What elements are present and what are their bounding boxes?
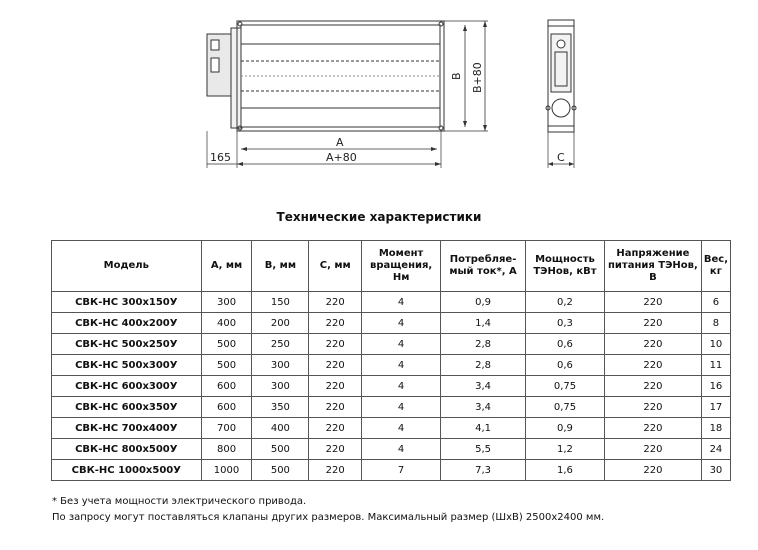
cell-weight: 8 (701, 313, 730, 334)
cell-b: 150 (252, 292, 309, 313)
cell-b: 200 (252, 313, 309, 334)
table-title: Технические характеристики (276, 210, 482, 224)
cell-b: 400 (252, 418, 309, 439)
cell-heater-voltage: 220 (604, 397, 701, 418)
cell-heater-voltage: 220 (604, 460, 701, 481)
cell-a: 600 (201, 397, 252, 418)
cell-a: 300 (201, 292, 252, 313)
cell-torque: 4 (362, 334, 441, 355)
cell-c: 220 (309, 376, 362, 397)
cell-torque: 4 (362, 355, 441, 376)
dim-c-label: C (557, 151, 565, 164)
cell-weight: 6 (701, 292, 730, 313)
cell-torque: 4 (362, 313, 441, 334)
header-model: Модель (52, 241, 202, 292)
cell-model: СВК-НС 500х300У (52, 355, 202, 376)
header-b: В, мм (252, 241, 309, 292)
table-row (52, 313, 731, 334)
cell-heater-power: 0,9 (526, 418, 605, 439)
cell-c: 220 (309, 439, 362, 460)
cell-b: 250 (252, 334, 309, 355)
cell-c: 220 (309, 418, 362, 439)
header-weight: Вес, кг (701, 241, 730, 292)
cell-heater-power: 0,6 (526, 334, 605, 355)
table-row (52, 292, 731, 313)
cell-c: 220 (309, 334, 362, 355)
cell-model: СВК-НС 600х300У (52, 376, 202, 397)
cell-a: 600 (201, 376, 252, 397)
cell-torque: 7 (362, 460, 441, 481)
cell-a: 800 (201, 439, 252, 460)
cell-current: 2,8 (441, 355, 526, 376)
cell-weight: 18 (701, 418, 730, 439)
cell-torque: 4 (362, 439, 441, 460)
cell-heater-power: 0,75 (526, 397, 605, 418)
cell-current: 3,4 (441, 376, 526, 397)
header-current: Потребляе-мый ток*, А (441, 241, 526, 292)
cell-c: 220 (309, 355, 362, 376)
header-a: А, мм (201, 241, 252, 292)
cell-c: 220 (309, 460, 362, 481)
request-note: По запросу могут поставляться клапаны других размеров. Максимальный размер (ШхВ) 2500х2400 мм. (52, 512, 605, 523)
cell-heater-power: 0,3 (526, 313, 605, 334)
cell-model: СВК-НС 700х400У (52, 418, 202, 439)
cell-current: 7,3 (441, 460, 526, 481)
cell-current: 3,4 (441, 397, 526, 418)
cell-heater-voltage: 220 (604, 439, 701, 460)
cell-model: СВК-НС 1000х500У (52, 460, 202, 481)
table-row (52, 334, 731, 355)
cell-heater-voltage: 220 (604, 355, 701, 376)
cell-b: 300 (252, 355, 309, 376)
table-row (52, 439, 731, 460)
cell-a: 500 (201, 355, 252, 376)
cell-b: 350 (252, 397, 309, 418)
cell-model: СВК-НС 600х350У (52, 397, 202, 418)
cell-weight: 30 (701, 460, 730, 481)
table-row (52, 418, 731, 439)
cell-a: 1000 (201, 460, 252, 481)
cell-weight: 17 (701, 397, 730, 418)
cell-model: СВК-НС 300х150У (52, 292, 202, 313)
cell-heater-power: 0,2 (526, 292, 605, 313)
cell-heater-power: 1,2 (526, 439, 605, 460)
cell-torque: 4 (362, 397, 441, 418)
cell-heater-voltage: 220 (604, 418, 701, 439)
dim-a-label: A (336, 136, 344, 149)
cell-current: 1,4 (441, 313, 526, 334)
dim-b-label: B (450, 72, 463, 80)
cell-weight: 10 (701, 334, 730, 355)
cell-a: 400 (201, 313, 252, 334)
cell-a: 700 (201, 418, 252, 439)
table-row (52, 355, 731, 376)
technical-drawing (0, 0, 758, 200)
cell-c: 220 (309, 313, 362, 334)
table-body (52, 292, 731, 481)
cell-torque: 4 (362, 292, 441, 313)
cell-heater-voltage: 220 (604, 376, 701, 397)
cell-torque: 4 (362, 376, 441, 397)
cell-c: 220 (309, 292, 362, 313)
cell-heater-voltage: 220 (604, 292, 701, 313)
cell-heater-voltage: 220 (604, 334, 701, 355)
front-view (207, 21, 488, 168)
cell-current: 0,9 (441, 292, 526, 313)
cell-heater-power: 0,75 (526, 376, 605, 397)
cell-weight: 16 (701, 376, 730, 397)
header-torque: Момент вращения, Нм (362, 241, 441, 292)
cell-b: 300 (252, 376, 309, 397)
table-row (52, 376, 731, 397)
cell-current: 2,8 (441, 334, 526, 355)
cell-weight: 24 (701, 439, 730, 460)
specifications-table (51, 240, 731, 481)
cell-c: 220 (309, 397, 362, 418)
table-row (52, 460, 731, 481)
header-c: С, мм (309, 241, 362, 292)
table-header-row (52, 241, 731, 292)
cell-heater-power: 0,6 (526, 355, 605, 376)
header-heater-power: Мощность ТЭНов, кВт (526, 241, 605, 292)
notes (52, 494, 604, 526)
cell-b: 500 (252, 460, 309, 481)
cell-model: СВК-НС 400х200У (52, 313, 202, 334)
header-heater-voltage: Напряжение питания ТЭНов, В (604, 241, 701, 292)
dim-a80-label: A+80 (326, 151, 357, 164)
cell-torque: 4 (362, 418, 441, 439)
dim-b80-label: B+80 (471, 62, 484, 93)
cell-model: СВК-НС 500х250У (52, 334, 202, 355)
side-view (546, 20, 576, 168)
dim-165-label: 165 (210, 151, 231, 164)
cell-model: СВК-НС 800х500У (52, 439, 202, 460)
cell-b: 500 (252, 439, 309, 460)
cell-current: 5,5 (441, 439, 526, 460)
cell-weight: 11 (701, 355, 730, 376)
cell-a: 500 (201, 334, 252, 355)
table-row (52, 397, 731, 418)
cell-current: 4,1 (441, 418, 526, 439)
cell-heater-voltage: 220 (604, 313, 701, 334)
cell-heater-power: 1,6 (526, 460, 605, 481)
footnote: * Без учета мощности электрического привода. (52, 496, 307, 507)
